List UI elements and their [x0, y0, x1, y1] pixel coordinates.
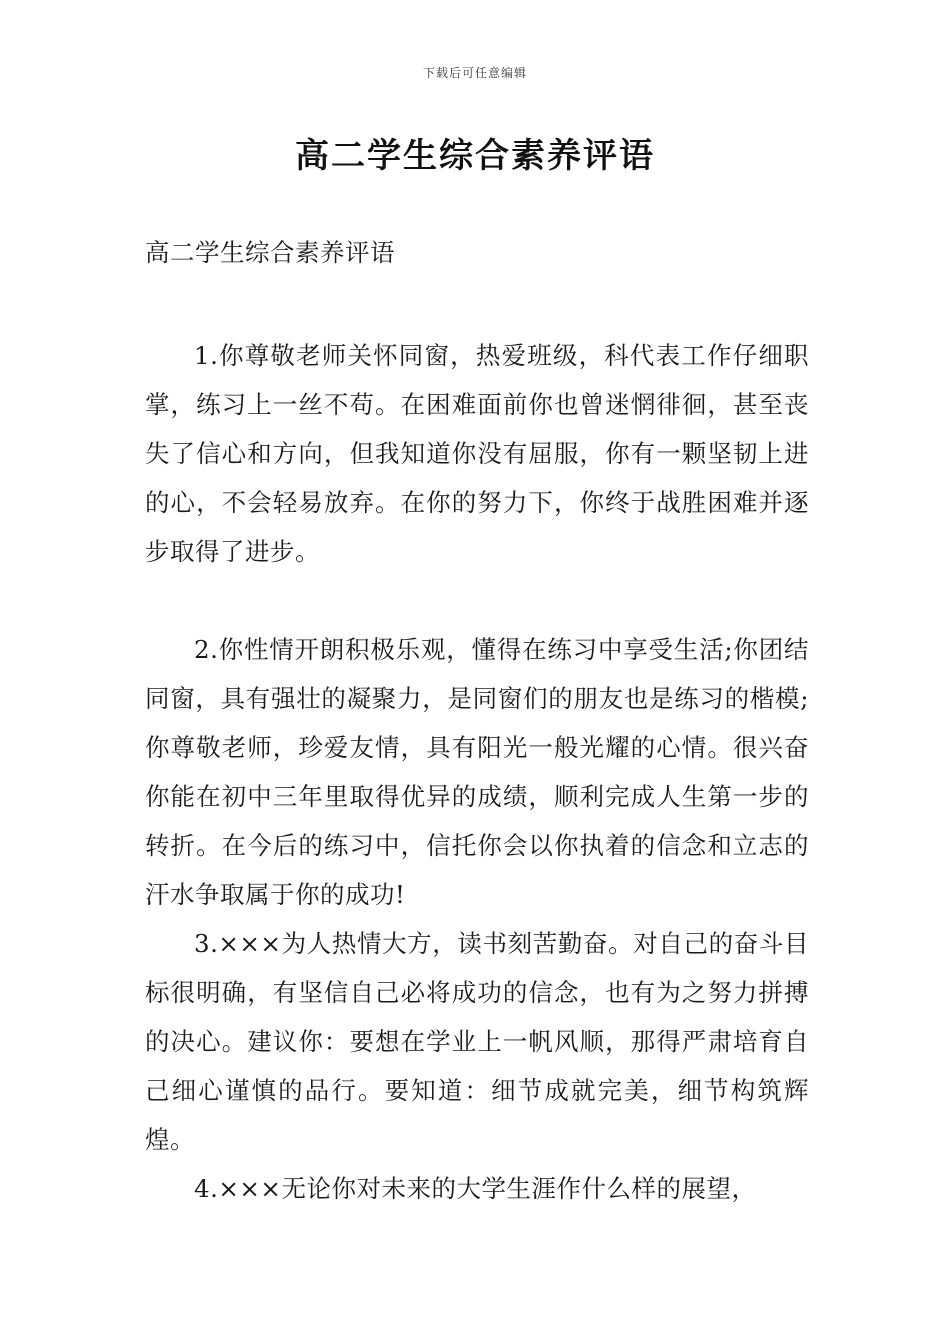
paragraph-4: 4.×××无论你对未来的大学生涯作什么样的展望， [194, 1174, 757, 1203]
paragraph-2: 2.你性情开朗积极乐观，懂得在练习中享受生活;你团结同窗，具有强壮的凝聚力，是同窗们的朋友也是练习的楷模;你尊敬老师，珍爱友情，具有阳光一般光耀的心情。很兴奋你能在初中三年里取得优异的成绩，顺利完成人生第一步的转折。在今后的练习中，信托你会以你执着的信念和立志的汗水争取属于你的成功! [145, 635, 809, 909]
paragraph-3: 3.×××为人热情大方，读书刻苦勤奋。对自己的奋斗目标很明确，有坚信自己必将成功的信念，也有为之努力拼搏的决心。建议你：要想在学业上一帆风顺，那得严肃培育自己细心谨慎的品行。要知道：细节成就完美，细节构筑辉煌。 [145, 929, 809, 1154]
document-body [145, 228, 809, 1213]
header-note: 下载后可任意编辑 [422, 66, 527, 80]
document-subtitle: 高二学生综合素养评语 [145, 238, 395, 267]
paragraph-1: 1.你尊敬老师关怀同窗，热爱班级，科代表工作仔细职掌，练习上一丝不苟。在困难面前你也曾迷惘徘徊，甚至丧失了信心和方向，但我知道你没有屈服，你有一颗坚韧上进的心，不会轻易放弃。在你的努力下，你终于战胜困难并逐步取得了进步。 [145, 341, 809, 566]
page-title: 高二学生综合素养评语 [295, 136, 655, 176]
